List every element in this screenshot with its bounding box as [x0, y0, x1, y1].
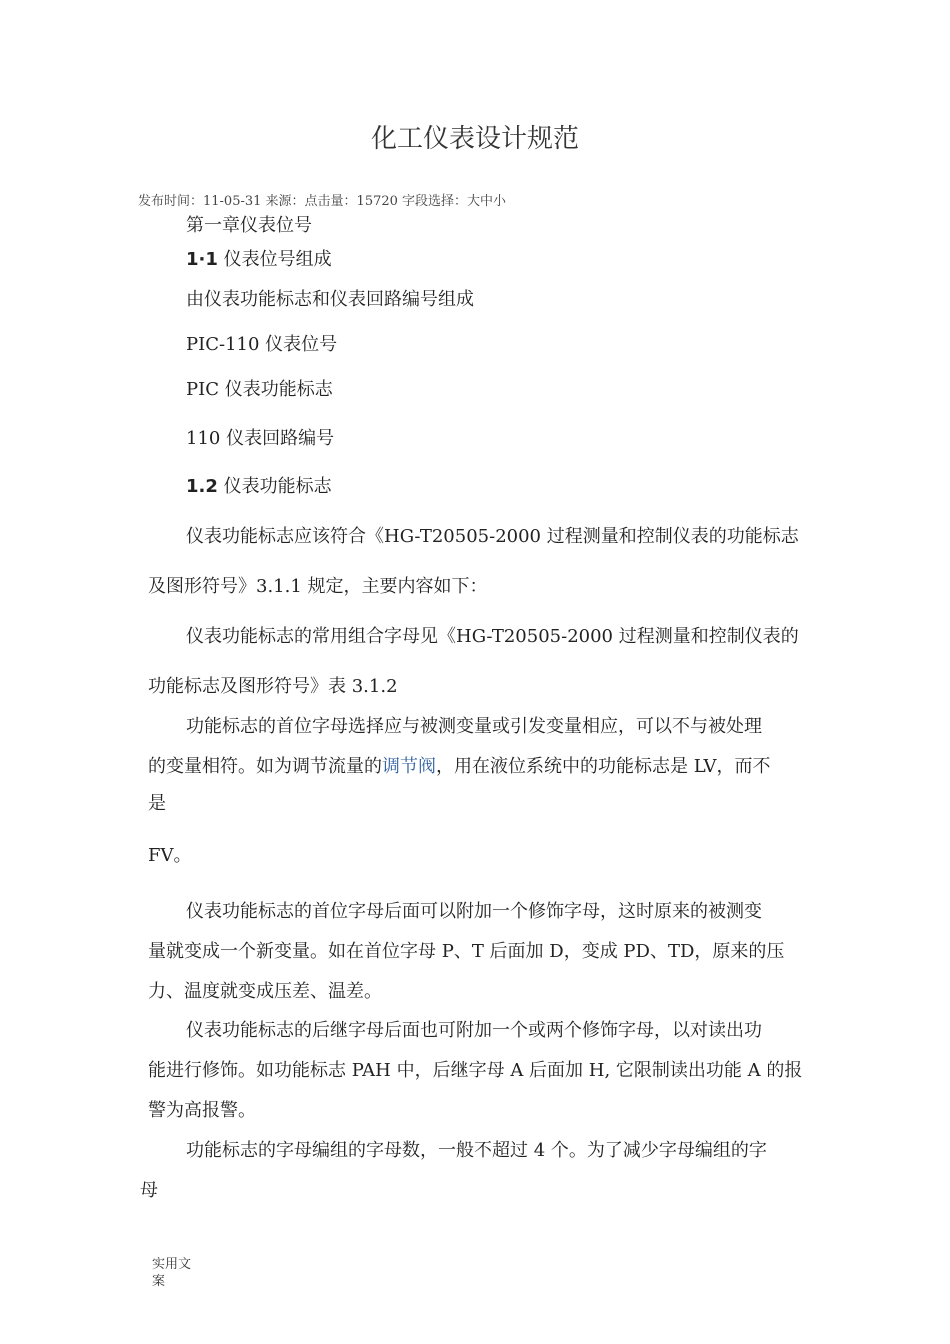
- text-segment: ，用在液位系统中的功能标志是 LV，而不: [436, 756, 771, 777]
- paragraph-line: PIC 仪表功能标志: [186, 379, 333, 400]
- section-1-1-title: 仪表位号组成: [223, 249, 332, 270]
- paragraph-line: 量就变成一个新变量。如在首位字母 P、T 后面加 D，变成 PD、TD，原来的压: [148, 941, 785, 962]
- section-1-1-number: 1·1: [186, 249, 218, 270]
- paragraph-line: 仪表功能标志的首位字母后面可以附加一个修饰字母，这时原来的被测变: [186, 901, 762, 922]
- paragraph-line: 及图形符号》3.1.1 规定，主要内容如下：: [148, 576, 488, 597]
- paragraph-line: 由仪表功能标志和仪表回路编号组成: [186, 289, 474, 310]
- section-1-1-heading: [186, 247, 332, 273]
- section-1-2-heading: [186, 474, 332, 500]
- paragraph-line: 110 仪表回路编号: [186, 428, 335, 449]
- footer-label: 实用文案: [152, 1257, 192, 1289]
- paragraph-line: 仪表功能标志的后继字母后面也可附加一个或两个修饰字母，以对读出功: [186, 1020, 762, 1041]
- paragraph-line: [148, 754, 771, 780]
- paragraph-line: 能进行修饰。如功能标志 PAH 中，后继字母 A 后面加 H, 它限制读出功能 A 的报: [148, 1060, 803, 1081]
- paragraph-line: 功能标志的字母编组的字母数，一般不超过 4 个。为了减少字母编组的字: [186, 1140, 767, 1161]
- paragraph-line: 功能标志的首位字母选择应与被测变量或引发变量相应，可以不与被处理: [186, 716, 762, 737]
- valve-link[interactable]: 调节阀: [382, 756, 436, 777]
- paragraph-line: 仪表功能标志应该符合《HG-T20505-2000 过程测量和控制仪表的功能标志: [186, 526, 799, 547]
- page-title: 化工仪表设计规范: [370, 124, 579, 154]
- text-segment: 的变量相符。如为调节流量的: [148, 756, 382, 777]
- chapter-heading: 第一章仪表位号: [186, 215, 312, 236]
- paragraph-line: 警为高报警。: [148, 1100, 256, 1121]
- paragraph-line: 仪表功能标志的常用组合字母见《HG-T20505-2000 过程测量和控制仪表的: [186, 626, 799, 647]
- paragraph-line: 母: [140, 1180, 158, 1201]
- paragraph-line: 功能标志及图形符号》表 3.1.2: [148, 676, 398, 697]
- section-1-2-title: 仪表功能标志: [223, 476, 332, 497]
- paragraph-line: 是: [148, 793, 166, 814]
- section-1-2-number: 1.2: [186, 476, 218, 497]
- paragraph-line: PIC-110 仪表位号: [186, 334, 338, 355]
- publish-info: 发布时间：11-05-31 来源：点击量：15720 字段选择：大中小: [138, 194, 507, 209]
- paragraph-line: 力、温度就变成压差、温差。: [148, 981, 382, 1002]
- paragraph-line: FV。: [148, 845, 192, 866]
